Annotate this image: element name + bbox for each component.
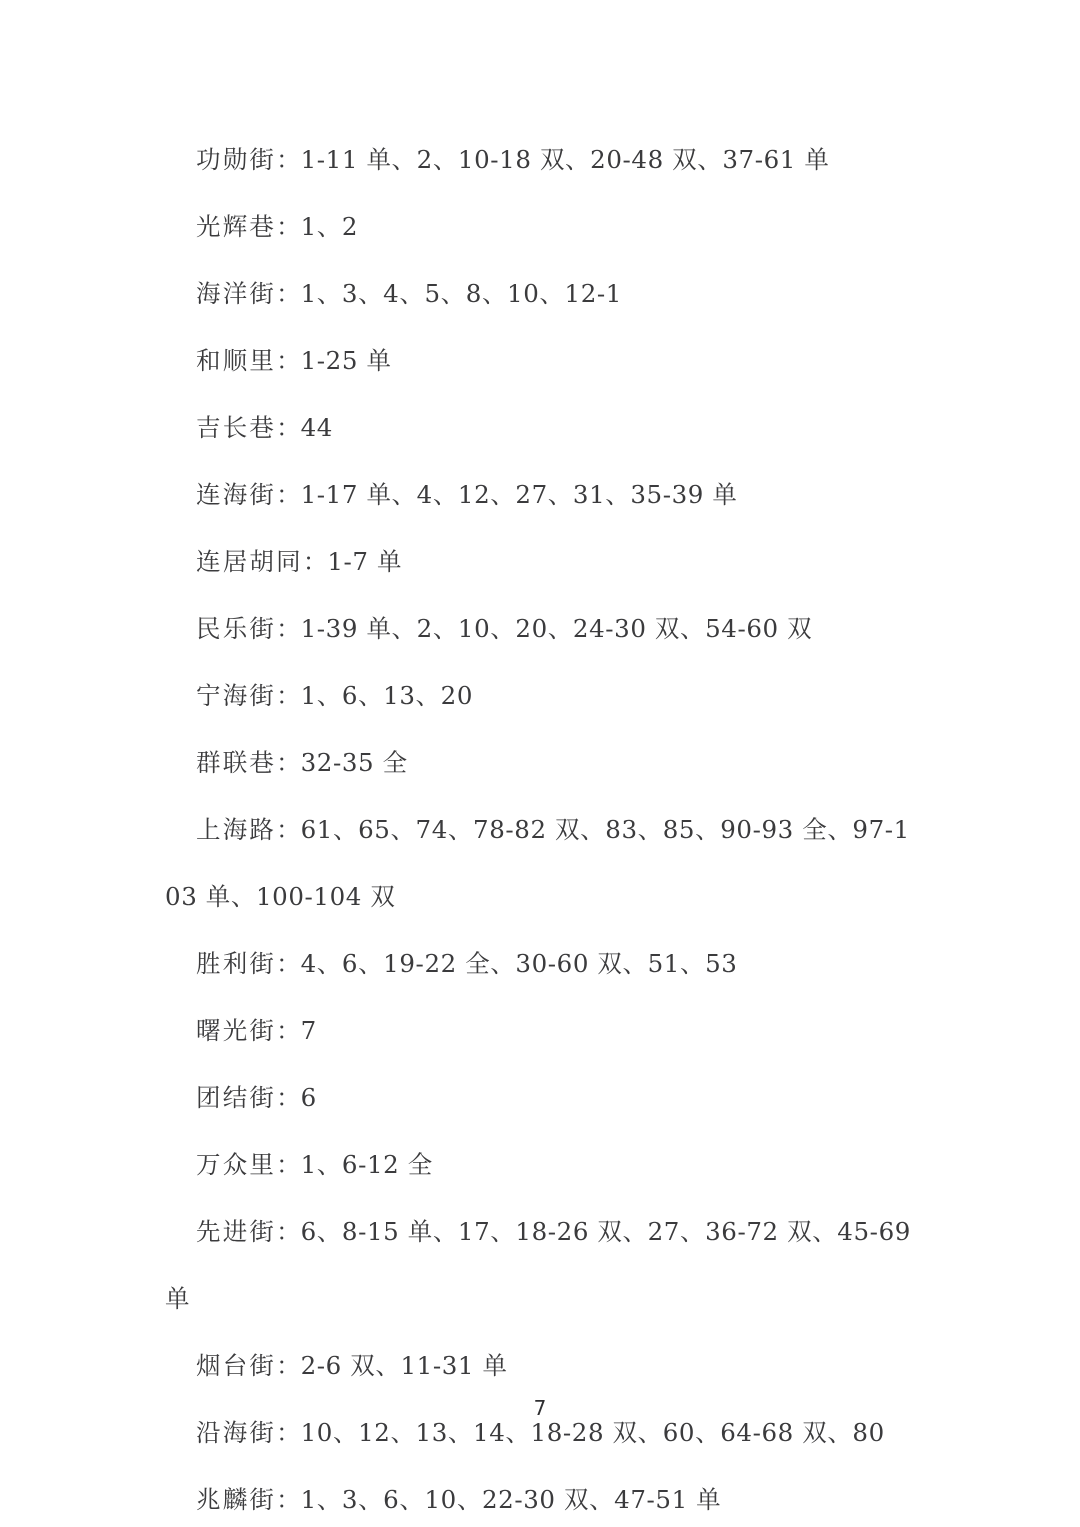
address-entry bbox=[165, 126, 925, 193]
street-name: 万众里 bbox=[196, 1150, 277, 1179]
house-number-ranges: 4、6、19-22 全、30-60 双、51、53 bbox=[300, 949, 738, 978]
address-entry bbox=[165, 260, 925, 327]
name-detail-separator: ： bbox=[302, 547, 328, 576]
address-entry bbox=[165, 394, 925, 461]
address-entry bbox=[165, 1064, 925, 1131]
house-number-ranges: 7 bbox=[300, 1016, 317, 1045]
address-entry bbox=[165, 528, 925, 595]
address-entry bbox=[165, 1198, 925, 1332]
address-entry bbox=[165, 595, 925, 662]
name-detail-separator: ： bbox=[276, 1351, 301, 1380]
name-detail-separator: ： bbox=[276, 279, 301, 308]
name-detail-separator: ： bbox=[276, 1217, 301, 1246]
street-name: 曙光街 bbox=[196, 1016, 277, 1045]
house-number-ranges: 6 bbox=[300, 1083, 317, 1112]
name-detail-separator: ： bbox=[276, 681, 301, 710]
name-detail-separator: ： bbox=[276, 1485, 301, 1514]
house-number-ranges: 2-6 双、11-31 单 bbox=[300, 1351, 508, 1380]
street-name: 民乐街 bbox=[196, 614, 277, 643]
house-number-ranges: 1-25 单 bbox=[300, 346, 392, 375]
street-name: 功勋街 bbox=[196, 145, 277, 174]
street-name: 上海路 bbox=[196, 815, 277, 844]
address-entry bbox=[165, 662, 925, 729]
house-number-ranges: 44 bbox=[300, 413, 333, 442]
house-number-ranges: 1-17 单、4、12、27、31、35-39 单 bbox=[300, 480, 738, 509]
address-entry bbox=[165, 796, 925, 930]
house-number-ranges: 1、2 bbox=[300, 212, 359, 241]
name-detail-separator: ： bbox=[276, 480, 301, 509]
name-detail-separator: ： bbox=[276, 145, 301, 174]
address-entry bbox=[165, 729, 925, 796]
name-detail-separator: ： bbox=[276, 949, 301, 978]
house-number-ranges: 1、3、4、5、8、10、12-1 bbox=[300, 279, 622, 308]
name-detail-separator: ： bbox=[276, 1083, 301, 1112]
address-entry bbox=[165, 327, 925, 394]
address-entry bbox=[165, 930, 925, 997]
address-entry bbox=[165, 1466, 925, 1527]
house-number-ranges: 1、6、13、20 bbox=[300, 681, 474, 710]
street-name: 海洋街 bbox=[196, 279, 277, 308]
street-name: 胜利街 bbox=[196, 949, 277, 978]
name-detail-separator: ： bbox=[276, 346, 301, 375]
street-name: 兆麟街 bbox=[196, 1485, 277, 1514]
address-entry bbox=[165, 1131, 925, 1198]
street-name: 连海街 bbox=[196, 480, 277, 509]
address-entry bbox=[165, 461, 925, 528]
house-number-ranges: 1-11 单、2、10-18 双、20-48 双、37-61 单 bbox=[300, 145, 830, 174]
name-detail-separator: ： bbox=[276, 748, 301, 777]
house-number-ranges: 32-35 全 bbox=[300, 748, 408, 777]
street-name: 和顺里 bbox=[196, 346, 277, 375]
name-detail-separator: ： bbox=[276, 1150, 301, 1179]
name-detail-separator: ： bbox=[276, 614, 301, 643]
street-name: 宁海街 bbox=[196, 681, 277, 710]
street-name: 群联巷 bbox=[196, 748, 277, 777]
street-name: 团结街 bbox=[196, 1083, 277, 1112]
house-number-ranges: 61、65、74、78-82 双、83、85、90-93 全、97-103 单、100-104 双 bbox=[165, 815, 910, 911]
street-name: 沿海街 bbox=[196, 1418, 277, 1447]
name-detail-separator: ： bbox=[276, 815, 301, 844]
street-name: 烟台街 bbox=[196, 1351, 277, 1380]
address-entry bbox=[165, 997, 925, 1064]
house-number-ranges: 1-39 单、2、10、20、24-30 双、54-60 双 bbox=[300, 614, 813, 643]
name-detail-separator: ： bbox=[276, 212, 301, 241]
house-number-ranges: 1、3、6、10、22-30 双、47-51 单 bbox=[300, 1485, 722, 1514]
street-name: 连居胡同 bbox=[196, 547, 303, 576]
street-name: 吉长巷 bbox=[196, 413, 277, 442]
house-number-ranges: 1-7 单 bbox=[327, 547, 403, 576]
house-number-ranges: 1、6-12 全 bbox=[300, 1150, 433, 1179]
page-number: 7 bbox=[533, 1396, 547, 1420]
address-list bbox=[165, 126, 925, 1527]
street-name: 光辉巷 bbox=[196, 212, 277, 241]
address-entry bbox=[165, 193, 925, 260]
street-name: 先进街 bbox=[196, 1217, 277, 1246]
name-detail-separator: ： bbox=[276, 1016, 301, 1045]
house-number-ranges: 10、12、13、14、18-28 双、60、64-68 双、80 bbox=[300, 1418, 885, 1447]
name-detail-separator: ： bbox=[276, 413, 301, 442]
name-detail-separator: ： bbox=[276, 1418, 301, 1447]
address-entry bbox=[165, 1332, 925, 1399]
house-number-ranges: 6、8-15 单、17、18-26 双、27、36-72 双、45-69 单 bbox=[165, 1217, 911, 1313]
